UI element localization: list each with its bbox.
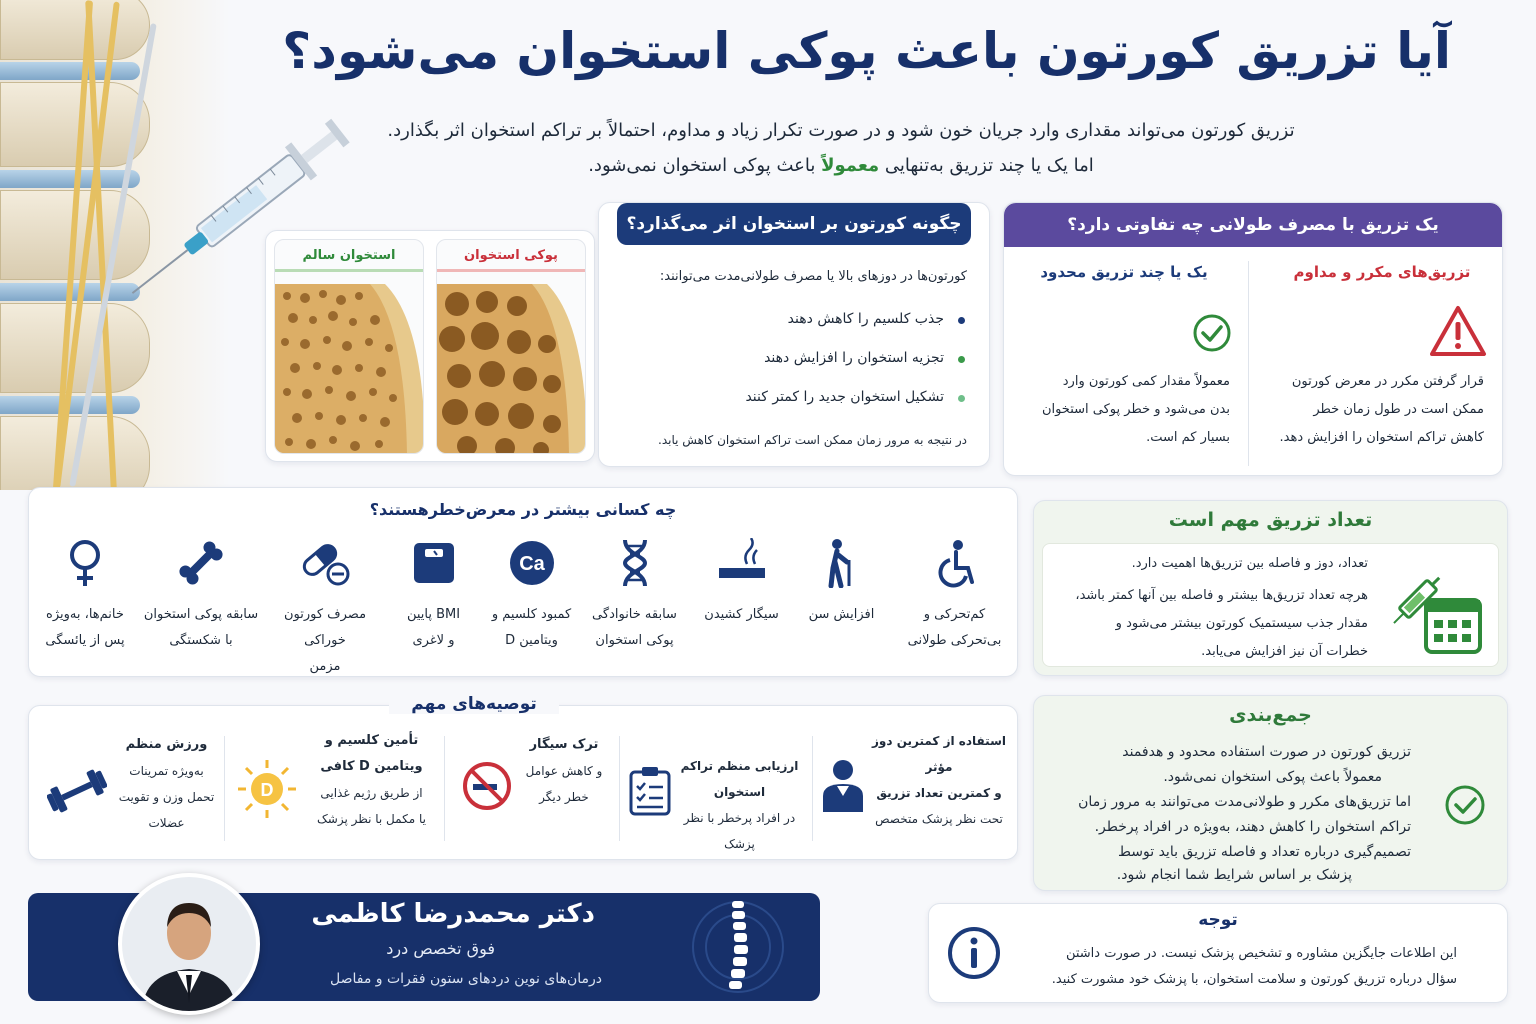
count-line-3: مقدار جذب سیستمیک کورتون بیشتر می‌شود و bbox=[1115, 616, 1368, 631]
risk-item-oral-corticosteroid bbox=[264, 538, 386, 674]
count-line-4: خطرات آن نیز افزایش می‌یابد. bbox=[1201, 644, 1368, 659]
doctor-title: فوق تخصص درد bbox=[386, 939, 495, 958]
rec-line: خطر دیگر bbox=[539, 790, 589, 804]
risk-label-line: سیگار کشیدن bbox=[704, 607, 779, 622]
limited-injections-title: یک یا چند تزریق محدود bbox=[1040, 263, 1208, 281]
risk-label bbox=[142, 602, 260, 654]
notice-card bbox=[928, 903, 1508, 1003]
risk-label bbox=[474, 602, 589, 654]
notice-line-1: این اطلاعات جایگزین مشاوره و تشخیص پزشک نیست. در صورت داشتن bbox=[1065, 946, 1457, 961]
spine-logo-icon bbox=[688, 895, 788, 999]
rec-item-quit-smoking bbox=[459, 728, 609, 848]
repeated-text-line: ممکن است در طول زمان خطر bbox=[1313, 402, 1484, 417]
dna-icon bbox=[610, 538, 660, 588]
risk-label-line: و لاغری bbox=[412, 633, 455, 648]
risk-label-line: مصرف کورتون خوراکی bbox=[283, 607, 367, 648]
check-circle-icon bbox=[1444, 784, 1486, 826]
risk-label bbox=[684, 602, 799, 628]
divider bbox=[619, 736, 620, 841]
doctor-subtitle: درمان‌های نوین دردهای ستون فقرات و مفاصل bbox=[329, 971, 602, 987]
rec-text bbox=[519, 732, 609, 810]
doctor-name: دکتر محمدرضا کاظمی bbox=[311, 899, 595, 929]
risk-label-line: پوکی استخوان bbox=[595, 633, 674, 648]
risk-label-line: بی‌تحرکی طولانی bbox=[907, 633, 1002, 648]
count-line-1: تعداد، دوز و فاصله بین تزریق‌ها اهمیت دارد. bbox=[1131, 556, 1368, 571]
intro-highlight: معمولاً bbox=[821, 155, 880, 176]
limited-injections-text bbox=[1000, 368, 1230, 452]
rec-text bbox=[309, 728, 434, 832]
risk-item-low-bmi bbox=[376, 538, 491, 668]
risk-groups-card bbox=[28, 487, 1018, 677]
risk-label bbox=[897, 602, 1012, 654]
notice-title: توجه bbox=[1198, 910, 1238, 930]
divider bbox=[444, 736, 445, 841]
rec-line: ارزیابی منظم تراکم استخوان bbox=[680, 759, 799, 799]
count-card-body bbox=[1042, 543, 1499, 667]
how-item-1: جذب کلسیم را کاهش دهند bbox=[787, 311, 944, 327]
checkmark-icon bbox=[1192, 313, 1232, 353]
rec-text bbox=[864, 728, 1014, 832]
healthy-label: استخوان سالم bbox=[275, 248, 423, 272]
doctor-avatar bbox=[122, 877, 256, 1011]
summary-line-6: پزشک بر اساس شرایط شما انجام شود. bbox=[1116, 867, 1352, 883]
cigarette-icon bbox=[717, 538, 767, 588]
dumbbell-icon bbox=[47, 768, 107, 814]
repeated-text-line: کاهش تراکم استخوان را افزایش دهد. bbox=[1279, 430, 1484, 445]
risk-label-line: کمبود کلسیم و bbox=[491, 607, 572, 622]
rec-line: تحمل وزن و تقویت bbox=[118, 790, 215, 804]
rec-line: یا مکمل با نظر پزشک bbox=[317, 812, 426, 826]
recommendations-card bbox=[28, 694, 1018, 860]
summary-line-2: معمولاً باعث پوکی استخوان نمی‌شود. bbox=[1163, 769, 1382, 785]
how-intro: کورتون‌ها در دوزهای بالا یا مصرف طولانی‌مدت می‌توانند: bbox=[659, 269, 967, 284]
bullet-dot bbox=[958, 395, 965, 402]
rec-line: ویتامین D کافی bbox=[320, 759, 423, 774]
how-item-3: تشکیل استخوان جدید را کمتر کنند bbox=[745, 389, 944, 405]
calcium-icon bbox=[507, 538, 557, 588]
female-icon bbox=[60, 538, 110, 588]
intro-line-2-start: اما یک یا چند تزریق به‌تنهایی bbox=[879, 155, 1094, 176]
clipboard-icon bbox=[629, 766, 671, 816]
diff-card-title: یک تزریق با مصرف طولانی چه تفاوتی دارد؟ bbox=[1004, 203, 1502, 247]
bone-icon bbox=[176, 538, 226, 588]
risk-label bbox=[264, 602, 386, 680]
sun-vitamin-d-icon bbox=[236, 758, 298, 820]
risk-item-age bbox=[784, 538, 899, 668]
rec-line: تحت نظر پزشک متخصص bbox=[875, 812, 1003, 826]
intro-line-2-end: باعث پوکی استخوان نمی‌شود. bbox=[588, 155, 822, 176]
rec-line: به‌ویژه تمرینات bbox=[129, 764, 204, 778]
limited-text-line: معمولاً مقدار کمی کورتون وارد bbox=[1062, 374, 1230, 389]
doctor-icon bbox=[819, 758, 867, 813]
count-card-title: تعداد تزریق مهم است bbox=[1168, 509, 1373, 531]
how-card-title: چگونه کورتون بر استخوان اثر می‌گذارد؟ bbox=[617, 203, 971, 245]
pill-icon bbox=[300, 538, 350, 588]
repeated-text-line: قرار گرفتن مکرر در معرض کورتون bbox=[1291, 374, 1484, 389]
injection-count-card bbox=[1033, 500, 1508, 676]
no-smoking-icon bbox=[461, 760, 513, 812]
risk-label bbox=[784, 602, 899, 628]
repeated-injections-text bbox=[1254, 368, 1484, 452]
risk-label bbox=[577, 602, 692, 654]
risk-item-postmenopausal-women bbox=[31, 538, 139, 668]
osteoporosis-bone-image bbox=[437, 284, 586, 454]
risk-label-line: سابقه پوکی استخوان bbox=[143, 607, 259, 622]
risk-label-line: با شکستگی bbox=[169, 633, 233, 648]
syringe-calendar-icon bbox=[1388, 564, 1488, 660]
rec-line: عضلات bbox=[148, 816, 185, 830]
summary-card bbox=[1033, 695, 1508, 891]
risk-card-title: چه کسانی بیشتر در معرض‌خطرهستند؟ bbox=[369, 500, 677, 519]
count-line-2: هرچه تعداد تزریق‌ها بیشتر و فاصله بین آنها کمتر باشد، bbox=[1075, 588, 1368, 603]
risk-label bbox=[31, 602, 139, 654]
how-item-2: تجزیه استخوان را افزایش دهند bbox=[764, 350, 944, 366]
page-title: آیا تزریق کورتون باعث پوکی استخوان می‌شود؟ bbox=[282, 22, 1451, 80]
rec-line: و کاهش عوامل bbox=[525, 764, 603, 778]
risk-item-immobility bbox=[897, 538, 1012, 668]
risk-label-line: کم‌تحرکی و bbox=[923, 607, 986, 622]
healthy-bone-panel bbox=[274, 239, 424, 454]
risk-label-line: BMI پایین bbox=[406, 607, 461, 622]
osteoporosis-label: پوکی استخوان bbox=[437, 248, 585, 272]
limited-text-line: بدن می‌شود و خطر پوکی استخوان bbox=[1041, 402, 1230, 417]
bone-comparison-card bbox=[265, 230, 595, 462]
rec-text bbox=[114, 732, 219, 836]
risk-label-line: افزایش سن bbox=[808, 607, 875, 622]
rec-line: ترک سیگار bbox=[529, 737, 599, 752]
scale-icon bbox=[409, 538, 459, 588]
rec-line: از طریق رژیم غذایی bbox=[320, 786, 423, 800]
column-divider bbox=[1248, 261, 1249, 466]
calcium-icon-text: Ca bbox=[518, 553, 545, 575]
bullet-dot bbox=[958, 356, 965, 363]
rec-line: تأمین کلسیم و bbox=[324, 733, 419, 748]
rec-line: در افراد پرخطر با نظر پزشک bbox=[683, 811, 796, 851]
elderly-icon bbox=[817, 538, 867, 588]
limited-text-line: بسیار کم است. bbox=[1146, 430, 1230, 445]
notice-line-2: سؤال درباره تزریق کورتون و سلامت استخوان، با پزشک خود مشورت کنید. bbox=[1051, 972, 1457, 987]
rec-line: ورزش منظم bbox=[125, 737, 208, 752]
intro-line-1: تزریق کورتون می‌تواند مقداری وارد جریان خون شود و در صورت تکرار زیاد و مداوم، احتمالاً بر تراکم استخوان اثر بگذارد. bbox=[387, 120, 1295, 141]
info-icon bbox=[947, 926, 1001, 980]
risk-label-line: مزمن bbox=[309, 659, 341, 674]
how-footer: در نتیجه به مرور زمان ممکن است تراکم استخوان کاهش یابد. bbox=[658, 433, 967, 447]
rec-line: استفاده از کمترین دوز مؤثر bbox=[872, 734, 1006, 774]
warning-icon bbox=[1429, 305, 1487, 357]
risk-label-line: سابقه خانوادگی bbox=[592, 607, 677, 622]
osteoporosis-bone-panel bbox=[436, 239, 586, 454]
rec-item-exercise bbox=[39, 728, 219, 848]
rec-text bbox=[672, 753, 807, 857]
risk-label bbox=[376, 602, 491, 654]
risk-item-smoking bbox=[684, 538, 799, 668]
risk-label-line: ویتامین D bbox=[505, 633, 558, 648]
vitamin-d-icon-text: D bbox=[260, 780, 274, 800]
summary-title: جمع‌بندی bbox=[1229, 704, 1312, 726]
risk-label-line: خانم‌ها، به‌ویژه bbox=[46, 607, 124, 622]
repeated-injections-title: تزریق‌های مکرر و مداوم bbox=[1293, 263, 1471, 281]
rec-item-lowest-dose bbox=[819, 728, 1014, 848]
divider bbox=[224, 736, 225, 841]
doctor-photo bbox=[118, 873, 260, 1015]
how-cortisone-affects-bone-card bbox=[598, 202, 990, 467]
summary-line-1: تزریق کورتون در صورت استفاده محدود و هدفمند bbox=[1122, 744, 1411, 760]
healthy-bone-image bbox=[275, 284, 424, 454]
bullet-dot bbox=[958, 317, 965, 324]
summary-line-5: تصمیم‌گیری درباره تعداد و فاصله تزریق باید توسط bbox=[1117, 844, 1411, 860]
risk-label-line: پس از یائسگی bbox=[45, 633, 125, 648]
summary-line-3: اما تزریق‌های مکرر و طولانی‌مدت می‌توانند به مرور زمان bbox=[1078, 794, 1411, 810]
wheelchair-icon bbox=[930, 538, 980, 588]
single-vs-long-term-card bbox=[1003, 202, 1503, 476]
rec-item-calcium-vitamin-d bbox=[234, 728, 434, 848]
intro-line-2 bbox=[341, 155, 1341, 176]
recommendations-title: توصیه‌های مهم bbox=[389, 694, 559, 714]
summary-line-4: تراکم استخوان را کاهش دهند، به‌ویژه در افراد پرخطر. bbox=[1094, 819, 1411, 835]
risk-item-calcium-deficiency bbox=[474, 538, 589, 668]
risk-item-fracture-history bbox=[142, 538, 260, 668]
divider bbox=[812, 736, 813, 841]
rec-item-bone-density-check bbox=[627, 728, 807, 851]
rec-line: و کمترین تعداد تزریق bbox=[876, 786, 1002, 800]
risk-item-family-history bbox=[577, 538, 692, 668]
